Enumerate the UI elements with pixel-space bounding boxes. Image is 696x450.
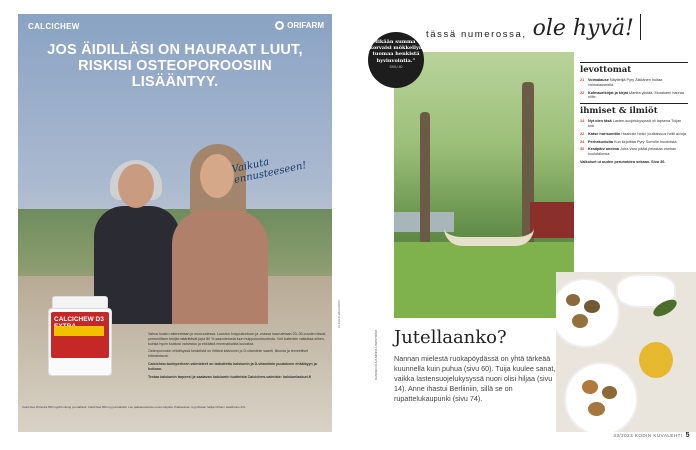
toc-item-desc: Mantta ylistää. Murakami nauraa niille. <box>588 90 685 100</box>
page-footer <box>613 432 690 439</box>
toc-note: Valkoiset ui uuden perunoiden sekaan. Sivu 36. <box>580 159 666 164</box>
toc-item-desc: Näyttelijä Pyry Äikkänen hoitaa voimalauseella. <box>588 78 663 87</box>
toc-item[interactable] <box>580 119 688 129</box>
partner-name: ORIFARM <box>287 21 324 30</box>
quote-text: ”Mikään summa ei korvaisi mökkeilyn tuomaa henkistä hyvinvointia.” <box>369 39 423 64</box>
ad-paragraph: Vahva luusto rakennetaan jo nuoruudessa. Luuston huippukuntoon ja -massa saavutetaan 20–30-vuoden iässä, perinnöllisen tekijät määrittävät jopa 80 % saavutetusta luun huippukuntoudesta. Voit kuitenkin vaikuttaa siihen, kuinka hyvin luustosi vahvistuu ja ehkäistä ennenaikaista luukatoa. <box>148 332 326 346</box>
ad-paragraph: Testaa kalsiumin tarpeesi ja saatavan kalsiumin tuotteista Calcichew-valmiste: kalsiumlaskuri.fi <box>148 374 312 379</box>
toc-item-title: Katse horisonttiin <box>588 131 621 136</box>
toc-page-number: 24 <box>580 139 585 144</box>
toc-item-desc: Juha Varo pääsi pelastaa vanhan koulutalonsa. <box>588 147 677 157</box>
partner-logo <box>275 21 324 30</box>
plate <box>564 362 638 432</box>
toc-item-desc: Lasten-suojelukysyssä oli lapsena Tuijan koti. <box>588 119 682 128</box>
ad-body-text <box>148 332 328 382</box>
lawn <box>394 242 574 318</box>
ad-paragraph: Osteoporoosin ehkäisyssä keskeistä on riittävä kalsiumin ja D-vitamiinin saanti, liikunta ja terveelliset elämäntavat. <box>148 349 308 359</box>
toc-item[interactable] <box>580 78 688 88</box>
issue-label: 33/2023 KODIN KUVALEHTI <box>613 433 683 438</box>
ad-headline: JOS ÄIDILLÄSI ON HAURAAT LUUT, RISKISI OSTEOPOROOSIIN LISÄÄNTYY. <box>47 42 303 90</box>
toc-item[interactable] <box>580 132 688 137</box>
toc-item-title: Nyt olen täsä <box>588 119 612 124</box>
ad-fine-print: Calcichew D3 Extra 500 mg/20 mikrog purutabletti. Calcichew 500 mg purutabletti. Lue pakkausseloste ennen käyttöä. Pakkauksen myyntiluvan haltija Orifarm Healthcare A/S. <box>22 405 246 409</box>
page-number: 5 <box>685 432 690 439</box>
hammock-photo[interactable] <box>394 52 574 318</box>
toc-item[interactable] <box>580 147 688 157</box>
bottle-label: CALCICHEW D3 <box>54 316 104 323</box>
lemon <box>639 342 673 378</box>
calcichew-advertisement[interactable] <box>18 14 332 432</box>
red-house <box>530 202 574 238</box>
section-header <box>426 14 641 40</box>
toc-item-title: Perhekuvioita <box>588 139 613 144</box>
tree-trunk <box>420 112 430 252</box>
food-photo[interactable] <box>556 272 696 432</box>
toc-item[interactable] <box>580 91 688 101</box>
toc-item-title: Kulmaurikirjat ja kirjat <box>588 90 628 95</box>
toc-page-number: 14 <box>580 119 585 124</box>
toc-page-number: 22 <box>580 131 585 136</box>
toc-page-number: 21 <box>580 78 585 82</box>
ad-script-tagline: Vaikuta ennusteeseen! <box>230 156 308 187</box>
header-small: tässä numerossa, <box>426 29 527 40</box>
toc-section-title: levottomat <box>580 62 688 75</box>
toc-page-number: 22 <box>580 90 585 95</box>
toc-section-title: ihmiset & ilmiöt <box>580 103 688 116</box>
toc-item-desc: Haahuile hetki: joutilaisuus hellii aivoja. <box>621 131 687 136</box>
hammock <box>444 228 534 246</box>
toc-item-title: Kesäpäiv unelma <box>588 147 620 152</box>
article-title: Jutellaanko? <box>394 327 507 348</box>
brand-logo: CALCICHEW <box>28 22 80 31</box>
header-bar <box>640 14 642 40</box>
quote-source: SIVU 40 <box>389 64 403 69</box>
table-of-contents <box>580 62 688 171</box>
photo-credit: KANNEN KUVA MINNA LINDSTRÖM <box>374 330 378 380</box>
right-page <box>348 0 696 450</box>
toc-item-title: Voimalause <box>588 78 609 82</box>
article-intro: Nannan mielestä ruokapöydässä on yhtä tärkeää kuunnella kuin puhua (sivu 60). Tuija kuulee sanat, vaikka lastensuojelukysyssä nuori olisi hiljaa (sivu 14). Anne ihastui Berliiniin, sillä se on rupattelukaupunki (sivu 74). <box>394 354 556 403</box>
toc-item[interactable] <box>580 140 688 145</box>
gutter-code: FI-CALC-2023-00XX <box>337 300 341 328</box>
ad-paragraph: Calcichew-tuoteperheen valmisteet on tarkoitettu kalsiumin ja D-vitamiinin puutoksen ehkäisyyn ja hoitoon. <box>148 361 317 371</box>
plate <box>556 278 620 348</box>
orifarm-circle-icon <box>275 21 284 30</box>
product-bottle <box>48 296 112 376</box>
toc-page-number: 30 <box>580 147 585 152</box>
quote-bubble <box>368 32 424 88</box>
header-script: ole hyvä! <box>532 16 634 41</box>
toc-item-desc: Kun kirjoittaa Pyry Sonville huudoista. <box>613 139 678 144</box>
